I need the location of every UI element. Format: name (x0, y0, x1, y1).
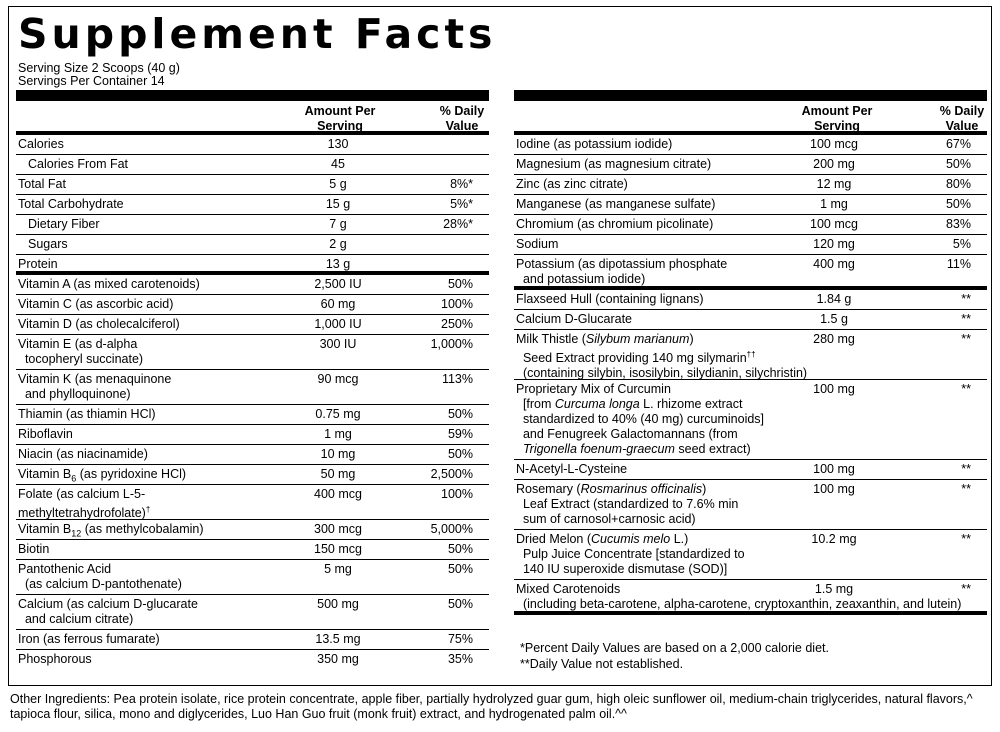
serving-size: Serving Size 2 Scoops (40 g) (18, 61, 180, 75)
nutrient-name: Flaxseed Hull (containing lignans) (516, 292, 704, 306)
nutrient-name: Vitamin $B_{12}$ (as methylcobalamin) (18, 522, 204, 539)
table-row-vitamin-c-as-ascorbic-acid (16, 295, 489, 315)
amount-per-serving: 12 mg (816, 177, 852, 191)
table-row-sodium (514, 235, 987, 255)
nutrient-name: Calories (18, 137, 64, 151)
amount-per-serving: 100 mg (813, 382, 855, 396)
nutrient-name: Riboflavin (18, 427, 73, 441)
daily-value: 83% (945, 217, 971, 231)
nutrient-name: Vitamin K (as menaquinone and phylloquinone) (18, 372, 172, 401)
amount-per-serving: 1.5 g (820, 312, 848, 326)
daily-value: 28%* (443, 217, 473, 231)
table-row-calories (16, 135, 489, 155)
other-ingredients: Other Ingredients: Pea protein isolate, rice protein concentrate, apple fiber, partially hydrolyzed guar gum, high oleic sunflower oil, medium-chain triglycerides, natural flavors,^ tapioca flour, silica, mono and diglycerides, Luo Han Guo fruit (monk fruit) extract, and hydrogenated palm oil.^^ (10, 692, 973, 721)
table-row-protein (16, 255, 489, 275)
nutrient-name: Rosemary (Rosmarinus officinalis) Leaf Extract (standardized to 7.6% min sum of carnosol+carnosic acid) (516, 482, 739, 526)
table-row-calories-from-fat (16, 155, 489, 175)
daily-value: 75% (447, 632, 473, 646)
table-row-phosphorous (16, 650, 489, 670)
daily-value: ** (961, 332, 971, 346)
daily-value: 2,500% (430, 467, 473, 481)
amount-per-serving: 10.2 mg (811, 532, 857, 546)
amount-per-serving: 13.5 mg (315, 632, 361, 646)
amount-per-serving: 130 (327, 137, 349, 151)
nutrient-name: Dried Melon (Cucumis melo L.) Pulp Juice Concentrate [standardized to 140 IU superoxide dismutase (SOD)] (516, 532, 745, 576)
table-row-thiamin-as-thiamin-hcl (16, 405, 489, 425)
table-row-mixed-carotenoids-including-beta-caroten (514, 580, 987, 615)
daily-value: 67% (945, 137, 971, 151)
table-row-niacin-as-niacinamide (16, 445, 489, 465)
table-row-vitamin-b12-as-methylcobalamin (16, 520, 489, 540)
daily-value: 50% (945, 157, 971, 171)
amount-per-serving: 60 mg (320, 297, 356, 311)
amount-per-serving: 0.75 mg (315, 407, 361, 421)
table-row-total-carbohydrate (16, 195, 489, 215)
amount-per-serving: 5 g (329, 177, 347, 191)
nutrient-name: Calcium D-Glucarate (516, 312, 633, 326)
amount-per-serving: 100 mg (813, 462, 855, 476)
nutrient-name: Proprietary Mix of Curcumin [from Curcuma longa L. rhizome extract standardized to 40% (40 mg) curcuminoids] and Fenugreek Galactomannans (from Trigonella foenum-graecum seed extract) (516, 382, 765, 456)
nutrient-name: Pantothenic Acid (as calcium D-pantothenate) (18, 562, 182, 591)
daily-value: 8%* (450, 177, 473, 191)
table-row-flaxseed-hull-containing-lignans (514, 290, 987, 310)
table-row-n-acetyl-l-cysteine (514, 460, 987, 480)
daily-value: 80% (945, 177, 971, 191)
daily-value: 250% (441, 317, 473, 331)
table-row-vitamin-a-as-mixed-carotenoids (16, 275, 489, 295)
daily-value: 1,000% (430, 337, 473, 351)
amount-per-serving: 300 IU (319, 337, 357, 351)
daily-value: 50% (447, 447, 473, 461)
nutrient-name: Mixed Carotenoids (including beta-carotene, alpha-carotene, cryptoxanthin, zeaxanthin, and lutein) (516, 582, 962, 611)
amount-per-serving: 100 mcg (810, 217, 858, 231)
amount-per-serving: 50 mg (320, 467, 356, 481)
amount-per-serving: 7 g (329, 217, 347, 231)
nutrient-name: Vitamin $B_6$ (as pyridoxine HCl) (18, 467, 187, 484)
table-row-vitamin-d-as-cholecalciferol (16, 315, 489, 335)
table-row-zinc-as-zinc-citrate (514, 175, 987, 195)
nutrient-name: Zinc (as zinc citrate) (516, 177, 628, 191)
table-header (16, 101, 489, 135)
daily-value: 50% (945, 197, 971, 211)
left-facts-table (16, 90, 489, 670)
daily-value: ** (961, 532, 971, 546)
daily-value: ** (961, 582, 971, 596)
daily-value: 5%* (450, 197, 473, 211)
daily-value: 5% (952, 237, 971, 251)
amount-per-serving: 5 mg (324, 562, 352, 576)
nutrient-name: Vitamin A (as mixed carotenoids) (18, 277, 200, 291)
daily-value: 50% (447, 542, 473, 556)
table-row-biotin (16, 540, 489, 560)
daily-value: ** (961, 382, 971, 396)
nutrient-name: Vitamin E (as d-alpha tocopheryl succinate) (18, 337, 144, 366)
daily-value: 100% (441, 487, 473, 501)
table-row-calcium-d-glucarate (514, 310, 987, 330)
nutrient-name: Niacin (as niacinamide) (18, 447, 148, 461)
daily-value: 11% (946, 257, 971, 271)
table-row-vitamin-k-as-menaquinone-and-phylloquino (16, 370, 489, 405)
amount-per-serving: 45 (331, 157, 345, 171)
amount-column-header: Amount Per Serving (304, 104, 376, 133)
daily-value: 50% (447, 277, 473, 291)
amount-per-serving: 2 g (329, 237, 347, 251)
daily-value: 50% (447, 562, 473, 576)
amount-per-serving: 1.5 mg (814, 582, 854, 596)
amount-per-serving: 120 mg (813, 237, 855, 251)
nutrient-name: Vitamin D (as cholecalciferol) (18, 317, 180, 331)
nutrient-name: Vitamin C (as ascorbic acid) (18, 297, 174, 311)
daily-value: 5,000% (430, 522, 473, 536)
nutrient-name: Manganese (as manganese sulfate) (516, 197, 716, 211)
table-row-manganese-as-manganese-sulfate (514, 195, 987, 215)
table-row-rosemary-rosmarinus-officinalis-leaf-ext (514, 480, 987, 530)
amount-per-serving: 150 mcg (314, 542, 362, 556)
amount-per-serving: 1,000 IU (314, 317, 362, 331)
nutrient-name: Iodine (as potassium iodide) (516, 137, 673, 151)
amount-per-serving: 1.84 g (816, 292, 852, 306)
table-row-potassium-as-dipotassium-phosphate-and-p (514, 255, 987, 290)
daily-value: 50% (447, 407, 473, 421)
right-rows (514, 135, 987, 615)
daily-value: 100% (441, 297, 473, 311)
daily-value: ** (961, 292, 971, 306)
nutrient-name: Total Fat (18, 177, 66, 191)
nutrient-name: Milk Thistle (Silybum marianum) Seed Extract providing 140 mg silymarin†† (containing silybin, isosilybin, silydianin, silychristin) (516, 332, 808, 381)
table-row-calcium-as-calcium-d-glucarate-and-calci (16, 595, 489, 630)
nutrient-name: Magnesium (as magnesium citrate) (516, 157, 712, 171)
amount-per-serving: 15 g (325, 197, 351, 211)
left-rows (16, 135, 489, 670)
table-row-magnesium-as-magnesium-citrate (514, 155, 987, 175)
daily-value-column-header: % Daily Value (939, 104, 985, 133)
daily-value: 35% (447, 652, 473, 666)
daily-value: 50% (447, 597, 473, 611)
table-top-bar (514, 90, 987, 101)
daily-value: ** (961, 312, 971, 326)
nutrient-name: Dietary Fiber (28, 217, 100, 231)
daily-value: ** (961, 462, 971, 476)
amount-per-serving: 1 mg (820, 197, 848, 211)
table-row-iron-as-ferrous-fumarate (16, 630, 489, 650)
amount-per-serving: 400 mg (813, 257, 855, 271)
table-row-riboflavin (16, 425, 489, 445)
label-title: Supplement Facts (18, 10, 497, 58)
amount-per-serving: 90 mcg (317, 372, 359, 386)
nutrient-name: Iron (as ferrous fumarate) (18, 632, 160, 646)
amount-per-serving: 200 mg (813, 157, 855, 171)
amount-column-header: Amount Per Serving (801, 104, 873, 133)
amount-per-serving: 10 mg (320, 447, 356, 461)
table-row-vitamin-e-as-d-alpha-tocopheryl-succinat (16, 335, 489, 370)
daily-value: 113% (441, 372, 473, 386)
amount-per-serving: 300 mcg (314, 522, 362, 536)
table-row-vitamin-b6-as-pyridoxine-hcl (16, 465, 489, 485)
daily-value-column-header: % Daily Value (439, 104, 485, 133)
amount-per-serving: 2,500 IU (314, 277, 362, 291)
servings-per-container: Servings Per Container 14 (18, 74, 165, 88)
amount-per-serving: 500 mg (317, 597, 359, 611)
amount-per-serving: 280 mg (813, 332, 855, 346)
nutrient-name: Calcium (as calcium D-glucarate and calcium citrate) (18, 597, 198, 626)
table-row-milk-thistle-silybum-marianum-seed-extra (514, 330, 987, 380)
nutrient-name: Phosphorous (18, 652, 92, 666)
nutrient-name: Chromium (as chromium picolinate) (516, 217, 714, 231)
footnote-not-established: **Daily Value not established. (520, 657, 684, 671)
table-header (514, 101, 987, 135)
amount-per-serving: 350 mg (317, 652, 359, 666)
nutrient-name: Sugars (28, 237, 68, 251)
nutrient-name: Folate (as calcium L-5- methyltetrahydrofolate)† (18, 487, 151, 521)
table-row-dietary-fiber (16, 215, 489, 235)
nutrient-name: N-Acetyl-L-Cysteine (516, 462, 628, 476)
amount-per-serving: 1 mg (324, 427, 352, 441)
daily-value: 59% (447, 427, 473, 441)
table-row-iodine-as-potassium-iodide (514, 135, 987, 155)
table-row-folate-as-calcium-l-5-methyltetrahydrofo (16, 485, 489, 520)
table-row-dried-melon-cucumis-melo-l-pulp-juice-co (514, 530, 987, 580)
table-row-sugars (16, 235, 489, 255)
table-row-pantothenic-acid-as-calcium-d-pantothena (16, 560, 489, 595)
nutrient-name: Biotin (18, 542, 50, 556)
table-top-bar (16, 90, 489, 101)
table-row-total-fat (16, 175, 489, 195)
nutrient-name: Total Carbohydrate (18, 197, 124, 211)
table-row-proprietary-mix-of-curcumin-from-curcuma (514, 380, 987, 460)
nutrient-name: Protein (18, 257, 58, 271)
amount-per-serving: 13 g (325, 257, 351, 271)
table-row-chromium-as-chromium-picolinate (514, 215, 987, 235)
nutrient-name: Sodium (516, 237, 559, 251)
amount-per-serving: 100 mcg (810, 137, 858, 151)
amount-per-serving: 100 mg (813, 482, 855, 496)
right-facts-table (514, 90, 987, 615)
nutrient-name: Calories From Fat (28, 157, 129, 171)
nutrient-name: Potassium (as dipotassium phosphate and potassium iodide) (516, 257, 728, 286)
daily-value: ** (961, 482, 971, 496)
nutrient-name: Thiamin (as thiamin HCl) (18, 407, 156, 421)
amount-per-serving: 400 mcg (314, 487, 362, 501)
footnote-daily-values: *Percent Daily Values are based on a 2,000 calorie diet. (520, 641, 829, 655)
